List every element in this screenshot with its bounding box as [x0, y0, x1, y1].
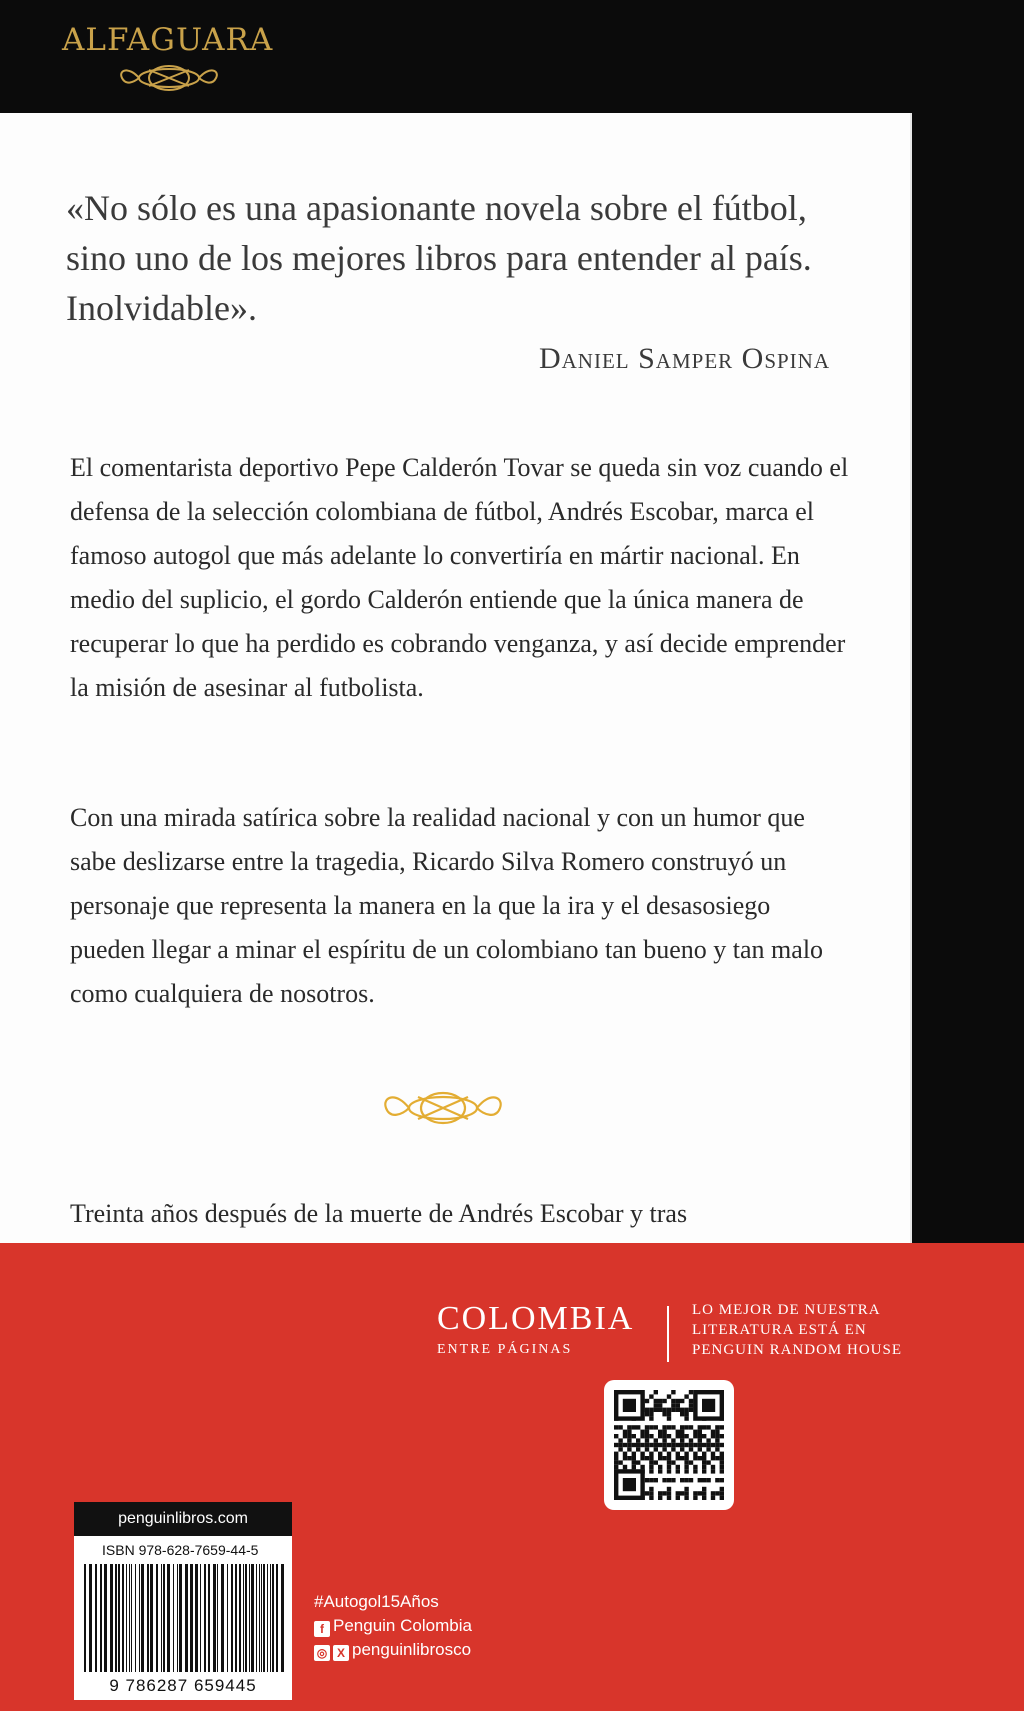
facebook-icon: f	[314, 1621, 330, 1637]
social-instagram-x[interactable]	[314, 1638, 472, 1662]
campaign-brand-name: COLOMBIA	[437, 1300, 635, 1337]
social-links	[314, 1590, 472, 1662]
tagline-line: LITERATURA ESTÁ EN	[692, 1322, 867, 1338]
campaign-tagline	[692, 1300, 932, 1360]
social-facebook[interactable]	[314, 1614, 472, 1638]
barcode-icon	[80, 1564, 286, 1674]
campaign-brand	[437, 1300, 677, 1370]
publisher-name: ALFAGUARA	[62, 22, 274, 58]
facebook-handle: Penguin Colombia	[333, 1616, 472, 1635]
tagline-line: LO MEJOR DE NUESTRA	[692, 1302, 881, 1318]
isbn-number: ISBN 978-628-7659-44-5	[102, 1542, 259, 1558]
hashtag: #Autogol15Años	[314, 1592, 439, 1611]
website-link[interactable]: penguinlibros.com	[74, 1502, 292, 1536]
publisher-logo	[62, 22, 302, 112]
barcode-area	[74, 1536, 292, 1700]
description-paragraph: Con una mirada satírica sobre la realidad nacional y con un humor que sabe deslizarse entre la tragedia, Ricardo Silva Romero construyó un personaje que representa la manera en la que la ira y el desasosiego pueden llegar a minar el espíritu de un colombiano tan bueno y tan malo como cualquiera de nosotros.	[70, 803, 824, 1008]
campaign-subtitle: ENTRE PÁGINAS	[437, 1342, 573, 1357]
instagram-icon: ◎	[314, 1645, 330, 1661]
isbn-block	[74, 1502, 292, 1700]
description-paragraph: El comentarista deportivo Pepe Calderón Tovar se queda sin voz cuando el defensa de la selección colombiana de fútbol, Andrés Escobar, marca el famoso autogol que más adelante lo convertiría en mártir nacional. En medio del suplicio, el gordo Calderón entiende que la única manera de recuperar lo que ha perdido es cobrando venganza, y así decide emprender la misión de asesinar al futbolista.	[70, 453, 849, 702]
qr-code-icon	[604, 1380, 734, 1510]
x-icon: X	[333, 1645, 349, 1661]
barcode-digits: 9 786287 659445	[109, 1676, 257, 1695]
instagram-x-handle: penguinlibrosco	[352, 1640, 472, 1659]
tagline-line: PENGUIN RANDOM HOUSE	[692, 1342, 903, 1358]
divider-ornament-icon	[378, 1083, 508, 1133]
brand-divider	[667, 1306, 669, 1362]
qr-code[interactable]	[604, 1380, 734, 1510]
blurb-quote: «No sólo es una apasionante novela sobre el fútbol, sino uno de los mejores libros para entender al país. Inolvidable».	[66, 188, 812, 328]
description-paragraph: Treinta años después de la muerte de Andrés Escobar y tras	[70, 1199, 688, 1228]
ornament-icon	[114, 60, 224, 96]
blurb-author: Daniel Samper Ospina	[538, 342, 830, 375]
